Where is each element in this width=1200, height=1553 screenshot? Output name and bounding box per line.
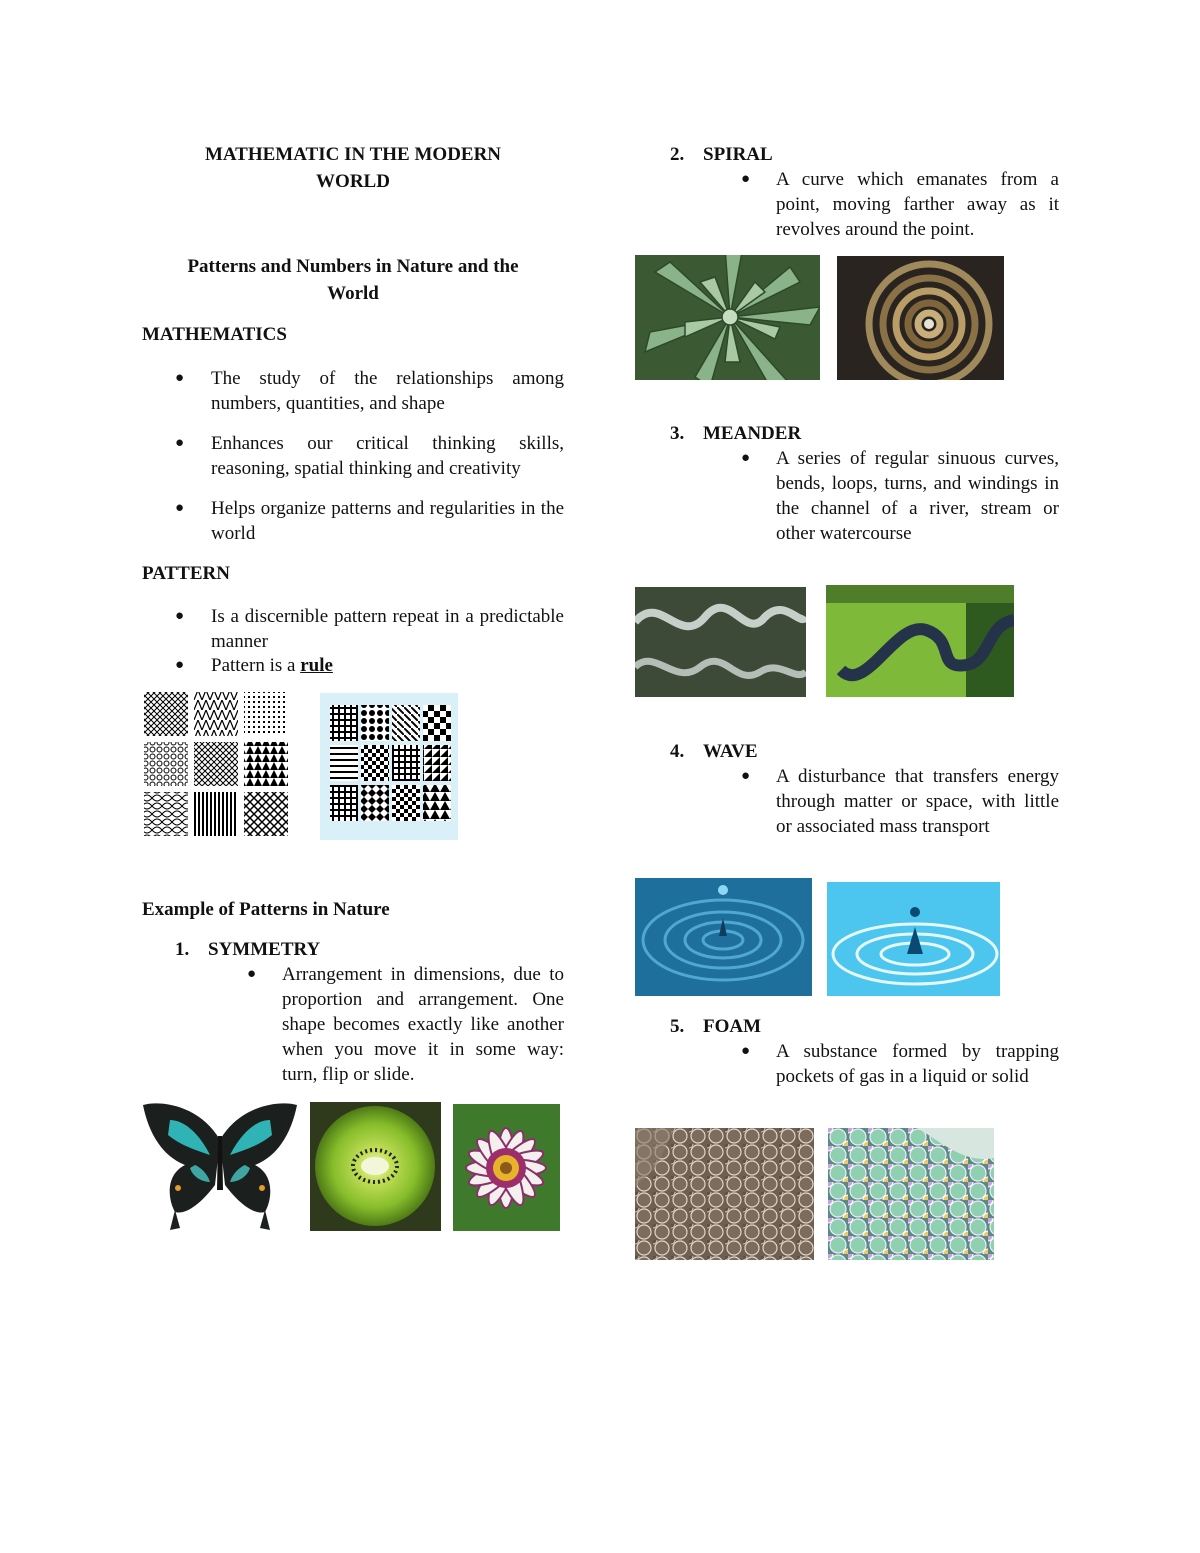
- spiral-title: SPIRAL: [703, 144, 773, 165]
- page-title-line2: WORLD: [316, 171, 390, 192]
- foam-bubbles-brown-image: [635, 1128, 814, 1260]
- meander-heading: [670, 421, 801, 446]
- foam-bubbles-iridescent-image: [828, 1128, 994, 1260]
- page-subtitle: [142, 254, 564, 306]
- spiral-description: A curve which emanates from a point, moving farther away as it revolves around the point.: [776, 169, 1059, 240]
- examples-heading: Example of Patterns in Nature: [142, 899, 390, 920]
- bullet-icon: ●: [175, 657, 185, 673]
- bullet-icon: ●: [741, 768, 751, 784]
- spiral-number: 2.: [670, 144, 685, 165]
- butterfly-image: [140, 1100, 300, 1233]
- symmetry-description: Arrangement in dimensions, due to proportion and arrangement. One shape becomes exactly like another when you move it in some way: turn, flip or slide.: [282, 964, 564, 1085]
- wave-description: A disturbance that transfers energy through matter or space, with little or associated mass transport: [776, 766, 1059, 837]
- bullet-icon: ●: [175, 435, 185, 451]
- meander-number: 3.: [670, 423, 685, 444]
- wave-heading: [670, 739, 758, 764]
- foam-heading: [670, 1014, 761, 1039]
- mathematics-bullet-2: Enhances our critical thinking skills, reasoning, spatial thinking and creativity: [211, 433, 564, 479]
- rule-emphasis: rule: [300, 655, 333, 676]
- bullet-icon: ●: [247, 966, 257, 982]
- mathematics-bullet-3: Helps organize patterns and regularities in the world: [211, 498, 564, 544]
- wave-title: WAVE: [703, 741, 758, 762]
- foam-title: FOAM: [703, 1016, 762, 1037]
- bullet-icon: ●: [175, 608, 185, 624]
- bullet-icon: ●: [741, 171, 751, 187]
- tile-pattern-grid-image: [320, 693, 458, 840]
- kiwi-image: [310, 1102, 441, 1231]
- bullet-icon: ●: [741, 450, 751, 466]
- meander-river-meadow-image: [826, 585, 1014, 697]
- meander-river-aerial-image: [635, 587, 806, 697]
- pattern-bullet-2-text: Pattern is a: [211, 655, 301, 676]
- water-droplet-image: [827, 882, 1000, 996]
- mathematics-heading: MATHEMATICS: [142, 324, 287, 345]
- page-title: [142, 142, 564, 194]
- bullet-icon: ●: [741, 1043, 751, 1059]
- symmetry-heading: [175, 937, 320, 962]
- bullet-icon: ●: [175, 500, 185, 516]
- pattern-bullet-1: Is a discernible pattern repeat in a predictable manner: [211, 606, 564, 652]
- bullet-icon: ●: [175, 370, 185, 386]
- foam-number: 5.: [670, 1016, 685, 1037]
- line-pattern-grid-image: [142, 690, 290, 838]
- pattern-bullet-2: [211, 653, 564, 678]
- wave-number: 4.: [670, 741, 685, 762]
- water-ripple-image: [635, 878, 812, 996]
- pattern-heading: PATTERN: [142, 563, 230, 584]
- gazania-flower-image: [453, 1104, 560, 1231]
- spiral-heading: [670, 142, 773, 167]
- meander-description: A series of regular sinuous curves, bends, loops, turns, and windings in the channel of a river, stream or other watercourse: [776, 448, 1059, 544]
- symmetry-number: 1.: [175, 939, 190, 960]
- page-title-line1: MATHEMATIC IN THE MODERN: [204, 144, 502, 165]
- meander-title: MEANDER: [703, 423, 802, 444]
- page-subtitle-line1: Patterns and Numbers in Nature and the: [187, 256, 519, 277]
- spiral-succulent-image: [635, 255, 820, 380]
- mathematics-bullet-1: The study of the relationships among numbers, quantities, and shape: [211, 368, 564, 414]
- symmetry-title: SYMMETRY: [208, 939, 321, 960]
- foam-description: A substance formed by trapping pockets of gas in a liquid or solid: [776, 1041, 1059, 1087]
- page-subtitle-line2: World: [327, 283, 379, 304]
- spiral-staircase-image: [837, 256, 1004, 380]
